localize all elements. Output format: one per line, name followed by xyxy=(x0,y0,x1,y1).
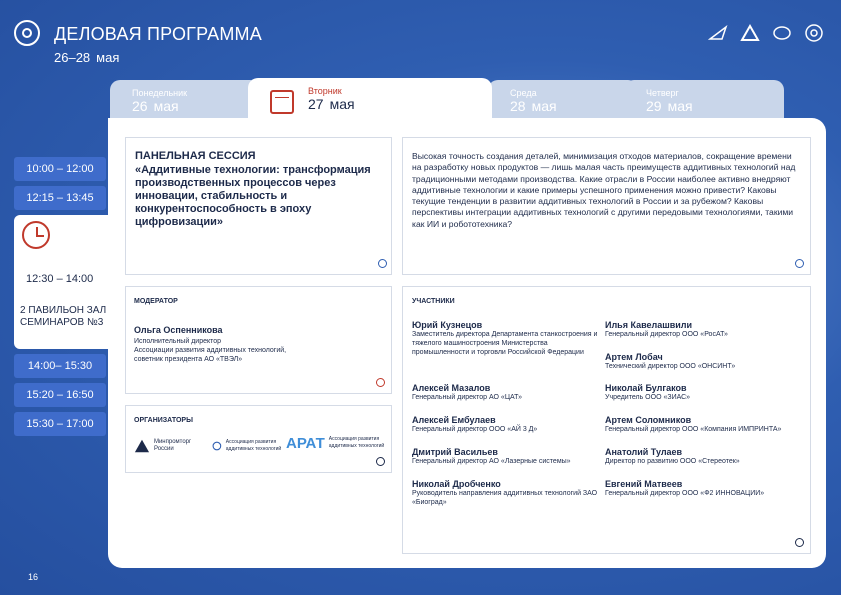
active-slot-location: 2 ПАВИЛЬОН ЗАЛ СЕМИНАРОВ №3 xyxy=(20,305,107,328)
event-dates-month: мая xyxy=(96,50,120,65)
tab-tuesday[interactable] xyxy=(248,78,492,122)
tab-monday[interactable] xyxy=(110,80,260,120)
emblem-logo-icon xyxy=(803,22,825,44)
participant-item xyxy=(412,479,598,507)
organizer-logo-text: Ассоциация развития аддитивных технологий xyxy=(328,436,385,449)
partner-logos xyxy=(707,22,825,44)
moderator-role-line: советник президента АО «ТВЭЛ» xyxy=(134,356,243,363)
tab-date xyxy=(646,98,784,114)
page-number: 16 xyxy=(28,572,39,582)
participant-name: Николай Дробченко xyxy=(412,479,501,489)
participant-role: Заместитель директора Департамента станкостроения и тяжелого машиностроения Министерства промышленности и торговли Российской Федерации xyxy=(412,331,598,356)
session-title-card xyxy=(125,137,392,275)
participant-name: Дмитрий Васильев xyxy=(412,447,498,457)
moderator-role-line: Исполнительный директор xyxy=(134,338,222,345)
tab-date-month: мая xyxy=(531,98,557,114)
tab-date-number: 28 xyxy=(510,98,526,114)
participant-item xyxy=(412,415,598,434)
moderator-role-line: Ассоциации развития аддитивных технологий, xyxy=(134,347,287,354)
moderator-name: Ольга Оспенникова xyxy=(134,325,223,335)
participant-role: Генеральный директор АО «Лазерные системы» xyxy=(412,458,571,465)
expand-icon[interactable] xyxy=(795,259,804,268)
organizers-heading: ОРГАНИЗАТОРЫ xyxy=(134,417,193,424)
participant-item xyxy=(412,320,598,357)
tab-day-name: Понедельник xyxy=(132,88,188,98)
tab-day-name: Среда xyxy=(510,88,537,98)
moderator-role xyxy=(134,337,384,364)
tab-date xyxy=(510,98,638,114)
tab-day-name: Вторник xyxy=(308,86,342,96)
participant-item xyxy=(605,447,809,466)
participant-item xyxy=(605,479,809,498)
tab-thursday[interactable] xyxy=(624,80,784,120)
participant-name: Илья Кавелашвили xyxy=(605,320,693,330)
participant-role: Руководитель направления аддитивных технологий ЗАО «Биоград» xyxy=(412,490,598,506)
participant-name: Евгений Матвеев xyxy=(605,479,683,489)
tab-date-number: 27 xyxy=(308,96,324,112)
leaf-logo-icon xyxy=(771,22,793,44)
active-slot-time: 12:30 – 14:00 xyxy=(26,273,94,285)
organizer-logo xyxy=(134,438,206,454)
event-dates-range: 26–28 xyxy=(54,50,91,65)
tab-date xyxy=(308,96,492,112)
participant-name: Анатолий Тулаев xyxy=(605,447,683,457)
participant-item xyxy=(412,447,598,466)
timeslot-button[interactable]: 15:30 – 17:00 xyxy=(14,412,106,436)
participants-heading: УЧАСТНИКИ xyxy=(412,298,455,305)
moderator-card xyxy=(125,286,392,394)
triangle-logo-icon xyxy=(739,22,761,44)
tab-date xyxy=(132,98,260,114)
participant-item xyxy=(605,352,809,371)
session-description-card xyxy=(402,137,811,275)
timeslot-button[interactable]: 15:20 – 16:50 xyxy=(14,383,106,407)
timeslot-button[interactable]: 10:00 – 12:00 xyxy=(14,157,106,181)
tab-date-month: мая xyxy=(667,98,693,114)
participant-item xyxy=(412,383,598,402)
event-dates xyxy=(54,50,119,65)
tab-date-number: 26 xyxy=(132,98,148,114)
participant-name: Алексей Мазалов xyxy=(412,383,491,393)
participant-item xyxy=(605,320,809,339)
session-type: ПАНЕЛЬНАЯ СЕССИЯ xyxy=(135,150,256,162)
organizer-logo-text: Минпромторг России xyxy=(153,439,192,452)
tab-day-name: Четверг xyxy=(646,88,679,98)
participant-name: Алексей Ембулаев xyxy=(412,415,496,425)
session-title: «Аддитивные технологии: трансформация производственных процессов через инновации, стабильность и конкурентоспособность в эпоху цифровизации» xyxy=(135,164,371,228)
participant-name: Юрий Кузнецов xyxy=(412,320,483,330)
tab-date-month: мая xyxy=(329,96,355,112)
calendar-icon xyxy=(270,90,294,114)
participant-item xyxy=(605,383,809,402)
page-title: ДЕЛОВАЯ ПРОГРАММА xyxy=(54,24,262,44)
participant-role: Учредитель ООО «ЗИАС» xyxy=(605,394,691,401)
moderator-heading: МОДЕРАТОР xyxy=(134,298,178,305)
tab-date-month: мая xyxy=(153,98,179,114)
participant-name: Артем Соломников xyxy=(605,415,692,425)
arat-logo: АРАТ xyxy=(286,434,325,452)
participant-role: Генеральный директор ООО «АЙ 3 Д» xyxy=(412,426,538,433)
organizer-logo xyxy=(286,436,390,450)
organizer-logo xyxy=(212,438,284,454)
association-icon xyxy=(212,438,222,454)
tab-date-number: 29 xyxy=(646,98,662,114)
clock-icon xyxy=(22,221,50,249)
timeslot-active[interactable] xyxy=(14,215,112,349)
participant-role: Технический директор ООО «ОНСИНТ» xyxy=(605,363,736,370)
participant-item xyxy=(605,415,809,434)
participant-role: Генеральный директор ООО «Компания ИМПРИНТА» xyxy=(605,426,782,433)
expand-icon[interactable] xyxy=(376,378,385,387)
participant-name: Николай Булгаков xyxy=(605,383,687,393)
organizers-card xyxy=(125,405,392,473)
participants-card xyxy=(402,286,811,554)
organizer-logo-text: Ассоциация развития аддитивных технологий xyxy=(225,439,282,452)
timeslot-button[interactable]: 12:15 – 13:45 xyxy=(14,186,106,210)
expand-icon[interactable] xyxy=(795,538,804,547)
participant-role: Генеральный директор ООО «Ф2 ИННОВАЦИИ» xyxy=(605,490,765,497)
timeslot-button[interactable]: 14:00– 15:30 xyxy=(14,354,106,378)
participant-role: Директор по развитию ООО «Стереотек» xyxy=(605,458,740,465)
participant-name: Артем Лобач xyxy=(605,352,663,362)
expand-icon[interactable] xyxy=(378,259,387,268)
shuttle-logo-icon xyxy=(707,22,729,44)
participant-role: Генеральный директор АО «ЦАТ» xyxy=(412,394,522,401)
participant-role: Генеральный директор ООО «РосАТ» xyxy=(605,331,728,338)
forum-logo-icon xyxy=(14,20,40,46)
expand-icon[interactable] xyxy=(376,457,385,466)
minpromtorg-icon xyxy=(134,438,150,454)
tab-wednesday[interactable] xyxy=(488,80,638,120)
session-description: Высокая точность создания деталей, минимизация отходов материалов, сокращение времени на разработку новых продуктов — лишь малая часть преимуществ аддитивных технологий над традиционными методами производства. Какие отрасли в России наиболее активно внедряют аддитивные технологии и какие примеры успешного применения можно привести? Каковы текущие тенденции в развитии аддитивных технологий в России и за рубежом? Каковы перспективы интеграции аддитивных технологий с другими передовыми технологиями, такими как ИИ и робототехника? xyxy=(412,151,796,229)
